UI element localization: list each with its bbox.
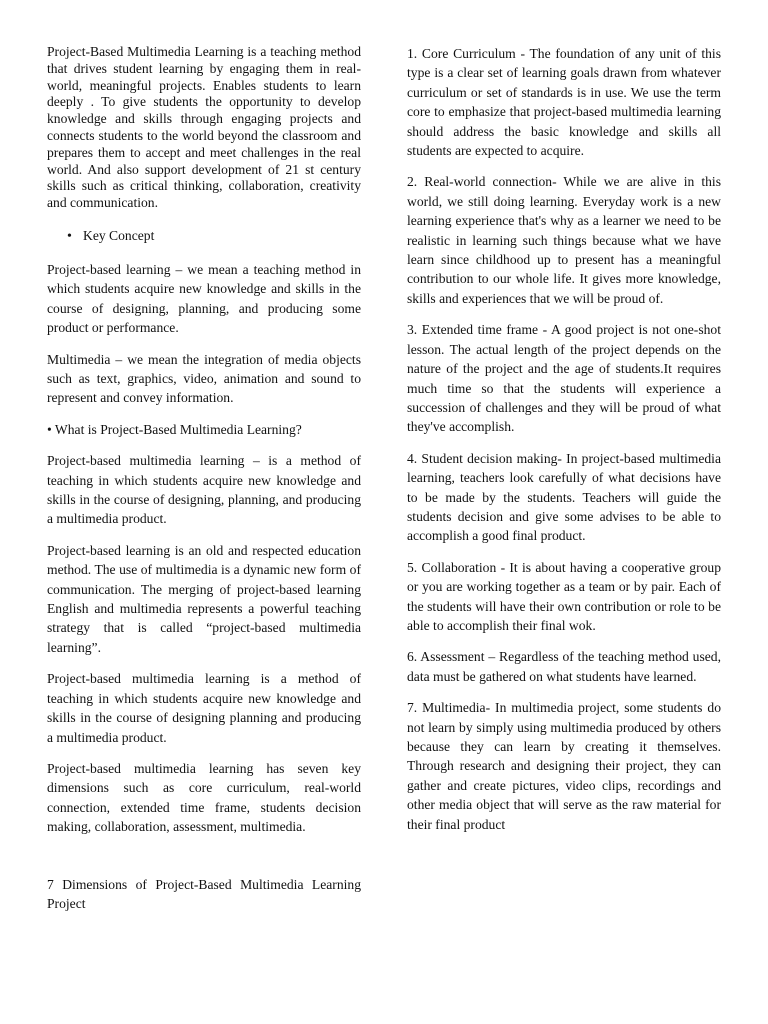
pbl-definition-paragraph: Project-based learning – we mean a teaching method in which students acquire new knowledge and skills in the course of designing, planning, and producing some product or performance. bbox=[47, 261, 361, 336]
dimension-paragraph: 7. Multimedia- In multimedia project, some students do not learn by simply using multimedia produced by others because they can learn by creating it themselves. Through research and designing their project, they can gather and create pictures, video clips, recordings and other media object that will serve as the raw material for their final product bbox=[407, 700, 721, 832]
multimedia-definition-paragraph: Multimedia – we mean the integration of media objects such as text, graphics, video, animation and sound to represent and convey information. bbox=[47, 351, 361, 406]
dimension-paragraph: 6. Assessment – Regardless of the teaching method used, data must be gathered on what students have learned. bbox=[407, 649, 721, 684]
dimension-paragraph: 3. Extended time frame - A good project is not one-shot lesson. The actual length of the project depends on the nature of the project and the age of students.It requires much time so that the students will experience a succession of challenges and they will be proud of what they've accomplish. bbox=[407, 322, 721, 435]
question-heading: • What is Project-Based Multimedia Learning? bbox=[47, 421, 302, 437]
dimension-paragraph: 4. Student decision making- In project-based multimedia learning, teachers look carefully of what decisions have to be made by the students. Teachers will guide the students decision and give some advises to be able to accomplish a good final product. bbox=[407, 450, 721, 544]
bullet-icon: • bbox=[67, 228, 72, 244]
key-concept-item bbox=[47, 226, 361, 246]
seven-dimensions-paragraph: Project-based multimedia learning has seven key dimensions such as core curriculum, real-world connection, extended time frame, students decision making, collaboration, assessment, multimedia. bbox=[47, 760, 361, 835]
dimension-paragraph: 1. Core Curriculum - The foundation of any unit of this type is a clear set of learning goals drawn from whatever curriculum or set of standards is in use. We use the term core to emphasize that project-based multimedia learning should address the basic knowledge and skills all students are expected to acquire. bbox=[407, 46, 721, 159]
right-column bbox=[407, 44, 721, 846]
intro-paragraph: Project-Based Multimedia Learning is a teaching method that drives student learning by engaging them in real-world, meaningful projects. Enables students to learn deeply . To give students the opportunity to develop knowledge and skills through engaging projects and connects students to the world beyond the classroom and prepares them to accept and meet challenges in the real world. And also support development of 21 st century skills such as critical thinking, collaboration, creativity and communication. bbox=[47, 44, 361, 211]
method-repeat-paragraph: Project-based multimedia learning is a method of teaching in which students acquire new knowledge and skills in the course of designing planning and producing a multimedia product. bbox=[47, 671, 361, 745]
key-concept-label: Key Concept bbox=[83, 227, 155, 243]
pbml-definition-paragraph: Project-based multimedia learning – is a method of teaching in which students acquire new knowledge and skills in the course of designing, planning, and producing a multimedia product. bbox=[47, 453, 361, 527]
seven-dimensions-heading: 7 Dimensions of Project-Based Multimedia Learning Project bbox=[47, 876, 361, 911]
old-method-paragraph: Project-based learning is an old and respected education method. The use of multimedia is a dynamic new form of communication. The merging of project-based learning English and multimedia represents a powerful teaching strategy that is called “project-based multimedia learning”. bbox=[47, 542, 361, 655]
dimension-paragraph: 5. Collaboration - It is about having a cooperative group or you are working together as a team or by pair. Each of the students will have their own contribution or role to be able to accomplish their final wok. bbox=[407, 559, 721, 633]
left-column bbox=[47, 44, 361, 925]
dimension-paragraph: 2. Real-world connection- While we are alive in this world, we still doing learning. Everyday work is a new learning experience that's why as a learner we need to be realistic in learning such things because what we have learn since childhood up to present has a meaningful contribution to our whole life. It gives more knowledge, skills and experiences that we will be proud of. bbox=[407, 174, 721, 306]
